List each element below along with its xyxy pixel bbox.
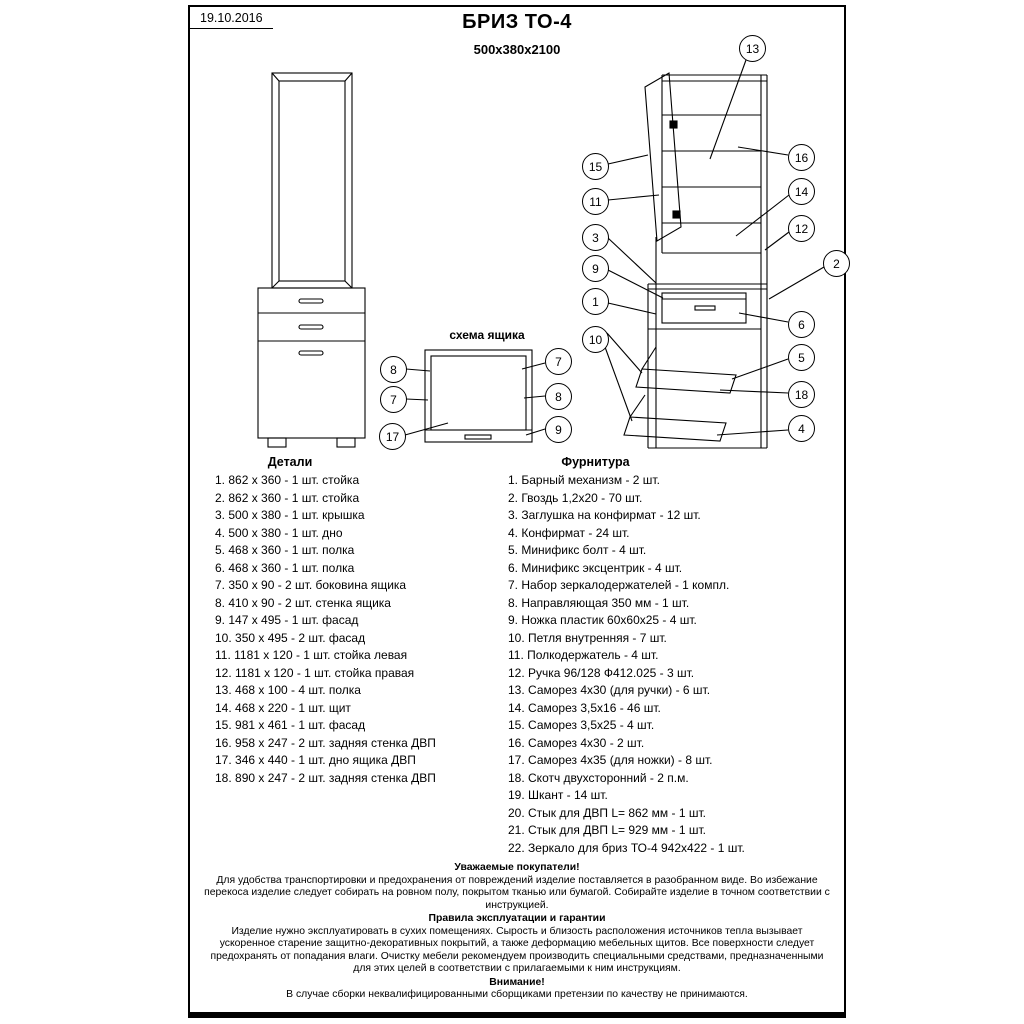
list-item: 5. 468 х 360 - 1 шт. полка (215, 543, 355, 557)
callout: 9 (582, 255, 609, 282)
list-item: 18. 890 х 247 - 2 шт. задняя стенка ДВП (215, 770, 436, 785)
list-item: 12. Ручка 96/128 Ф412.025 - 3 шт. (508, 665, 695, 680)
callout: 8 (545, 383, 572, 410)
callout: 4 (788, 415, 815, 442)
list-item: 2. 862 х 360 - 1 шт. стойка (215, 490, 360, 505)
callout: 18 (788, 381, 815, 408)
callout: 7 (380, 386, 407, 413)
assembled-view-drawing (258, 73, 365, 447)
list-item: 2. Гвоздь 1,2х20 - 70 шт. (508, 490, 643, 505)
drawer-scheme-label: схема ящика (449, 328, 525, 342)
list-item: 15. Саморез 3,5х25 - 4 шт. (508, 718, 655, 732)
callout: 5 (788, 344, 815, 371)
callout: 16 (788, 144, 815, 171)
list-item: 3. Заглушка на конфирмат - 12 шт. (508, 508, 701, 522)
list-item: 11. Полкодержатель - 4 шт. (508, 648, 659, 662)
list-item: 20. Стык для ДВП L= 862 мм - 1 шт. (508, 805, 706, 820)
drawer-scheme-drawing (405, 350, 545, 442)
list-item: 6. Минификс эксцентрик - 4 шт. (508, 560, 683, 575)
list-item: 16. 958 х 247 - 2 шт. задняя стенка ДВП (215, 735, 436, 750)
list-item: 10. 350 х 495 - 2 шт. фасад (215, 630, 366, 645)
list-item: 21. Стык для ДВП L= 929 мм - 1 шт. (508, 823, 706, 837)
callout: 3 (582, 224, 609, 251)
list-item: 12. 1181 х 120 - 1 шт. стойка правая (215, 665, 415, 680)
hardware-items (508, 472, 840, 857)
list-item: 13. Саморез 4х30 (для ручки) - 6 шт. (508, 683, 711, 697)
list-item: 3. 500 х 380 - 1 шт. крышка (215, 508, 365, 522)
callout: 1 (582, 288, 609, 315)
date-label: 19.10.2016 (190, 7, 273, 29)
list-item: 9. Ножка пластик 60х60х25 - 4 шт. (508, 613, 697, 627)
list-item: 6. 468 х 360 - 1 шт. полка (215, 560, 355, 575)
rules-text: Изделие нужно эксплуатировать в сухих помещениях. Сырость и близость расположения источников тепла вызывает ускоренное старение защитно-декоративных покрытий, а также деформацию мебельных щитов. Все поверхности следует предохранять от попадания влаги. Очистку мебели рекомендуем производить специальными средствами, предназначенными для этих целей в соответствии с прилагаемыми к ним инструкциям. (210, 925, 824, 974)
callout: 13 (739, 35, 766, 62)
list-item: 18. Скотч двухсторонний - 2 п.м. (508, 770, 689, 785)
callout: 17 (379, 423, 406, 450)
list-item: 8. Направляющая 350 мм - 1 шт. (508, 595, 690, 610)
list-item: 8. 410 х 90 - 2 шт. стенка ящика (215, 595, 391, 610)
rules-heading: Правила эксплуатации и гарантии (428, 913, 606, 924)
callout: 10 (582, 326, 609, 353)
customers-heading: Уважаемые покупатели! (454, 862, 580, 873)
list-item: 1. 862 х 360 - 1 шт. стойка (215, 473, 360, 487)
parts-items (215, 472, 507, 787)
list-item: 7. Набор зеркалодержателей - 1 компл. (508, 578, 730, 592)
hardware-header: Фурнитура (561, 455, 630, 469)
list-item: 22. Зеркало для бриз ТО-4 942х422 - 1 шт. (508, 840, 745, 855)
attention-heading: Внимание! (489, 976, 545, 988)
list-item: 14. Саморез 3,5х16 - 46 шт. (508, 700, 661, 715)
callout: 2 (823, 250, 850, 277)
technical-drawings (190, 7, 845, 477)
callout: 8 (380, 356, 407, 383)
page-title: БРИЗ ТО-4 (462, 11, 572, 33)
customers-text: Для удобства транспортировки и предохранения от повреждений изделие поставляется в разобранном виде. Во избежание перекоса изделие следует собирать на ровном полу, покрытом тканью или бумагой. Собирайте изделие в точном соответствии с инструкцией. (204, 874, 830, 911)
callout: 11 (582, 188, 609, 215)
callout: 9 (545, 416, 572, 443)
list-item: 13. 468 х 100 - 4 шт. полка (215, 683, 361, 697)
callout: 15 (582, 153, 609, 180)
list-item: 17. 346 х 440 - 1 шт. дно ящика ДВП (215, 753, 416, 767)
list-item: 7. 350 х 90 - 2 шт. боковина ящика (215, 578, 407, 592)
callout: 14 (788, 178, 815, 205)
list-item: 14. 468 х 220 - 1 шт. щит (215, 700, 351, 715)
list-item: 17. Саморез 4х35 (для ножки) - 8 шт. (508, 753, 713, 767)
attention-text: В случае сборки неквалифицированными сборщиками претензии по качеству не принимаются. (286, 989, 748, 1000)
list-item: 9. 147 х 495 - 1 шт. фасад (215, 613, 359, 627)
callout: 6 (788, 311, 815, 338)
footer-notes (204, 861, 830, 1002)
list-item: 19. Шкант - 14 шт. (508, 788, 608, 802)
list-item: 10. Петля внутренняя - 7 шт. (508, 630, 667, 645)
list-item: 4. 500 х 380 - 1 шт. дно (215, 525, 343, 540)
dimensions-label: 500х380х2100 (473, 42, 561, 57)
list-item: 5. Минификс болт - 4 шт. (508, 543, 647, 557)
instruction-sheet (188, 5, 846, 1018)
parts-list (215, 455, 507, 787)
list-item: 15. 981 х 461 - 1 шт. фасад (215, 718, 366, 732)
hardware-list (508, 455, 840, 857)
list-item: 4. Конфирмат - 24 шт. (508, 525, 630, 540)
list-item: 16. Саморез 4х30 - 2 шт. (508, 735, 645, 750)
callout: 12 (788, 215, 815, 242)
list-item: 1. Барный механизм - 2 шт. (508, 473, 660, 487)
parts-header: Детали (267, 455, 313, 469)
callout: 7 (545, 348, 572, 375)
list-item: 11. 1181 х 120 - 1 шт. стойка левая (215, 648, 408, 662)
